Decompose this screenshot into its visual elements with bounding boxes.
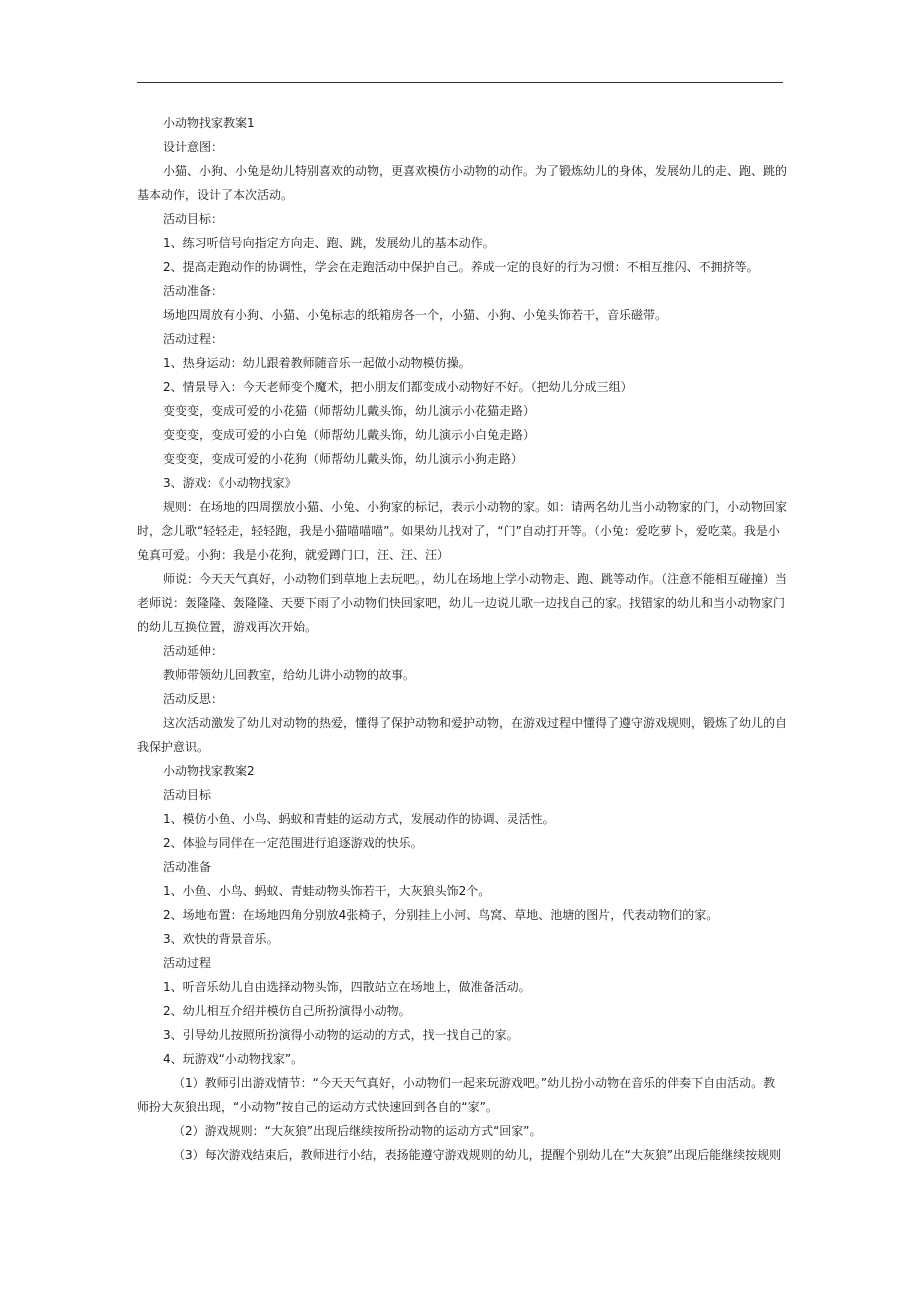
header-rule	[137, 82, 783, 83]
section-heading: 活动准备：	[163, 284, 224, 298]
list-item: 3、引导幼儿按照所扮演得小动物的运动的方式，找一找自己的家。	[163, 1028, 519, 1042]
paragraph: 变变变，变成可爱的小白兔（师帮幼儿戴头饰，幼儿演示小白兔走路）	[163, 428, 536, 442]
list-item: 1、小鱼、小鸟、蚂蚁、青蛙动物头饰若干，大灰狼头饰2个。	[163, 884, 491, 898]
paragraph: 小猫、小狗、小兔是幼儿特别喜欢的动物，更喜欢模仿小动物的动作。为了锻炼幼儿的身体，发展幼儿的走、跑、跳的基本动作，设计了本次活动。	[137, 164, 788, 202]
doc-title-2: 小动物找家教案2	[163, 764, 255, 778]
list-item: 1、热身运动：幼儿跟着教师随音乐一起做小动物模仿操。	[163, 356, 471, 370]
list-item: 4、玩游戏“小动物找家”。	[163, 1052, 304, 1066]
document-body	[137, 111, 787, 1167]
list-item: 2、提高走跑动作的协调性，学会在走跑活动中保护自己。养成一定的良好的行为习惯：不相互推闪、不拥挤等。	[163, 260, 759, 274]
list-item: 2、场地布置：在场地四角分别放4张椅子，分别挂上小河、鸟窝、草地、池塘的图片，代表动物们的家。	[163, 908, 719, 922]
section-heading: 活动延伸：	[163, 644, 224, 658]
section-heading: 设计意图：	[163, 140, 224, 154]
list-item: 1、练习听信号向指定方向走、跑、跳，发展幼儿的基本动作。	[163, 236, 495, 250]
paragraph: 师说：今天天气真好，小动物们到草地上去玩吧。，幼儿在场地上学小动物走、跑、跳等动作。（注意不能相互碰撞）当老师说：轰隆隆、轰隆隆、天要下雨了小动物们快回家吧，幼儿一边说儿歌一边找自己的家。找错家的幼儿和当小动物家门的幼儿互换位置，游戏再次开始。	[137, 572, 788, 634]
paragraph: 变变变，变成可爱的小花狗（师帮幼儿戴头饰，幼儿演示小狗走路）	[163, 452, 524, 466]
section-heading: 活动过程	[163, 956, 212, 970]
paragraph: 规则：在场地的四周摆放小猫、小兔、小狗家的标记，表示小动物的家。如：请两名幼儿当小动物家的门，小动物回家时，念儿歌“轻轻走，轻轻跑，我是小猫喵喵喵”。如果幼儿找对了，“门”自动打开等。（小兔：爱吃萝卜，爱吃菜。我是小兔真可爱。小狗：我是小花狗，就爱蹲门口，汪、汪、汪）	[137, 500, 788, 562]
list-item: 2、情景导入：今天老师变个魔术，把小朋友们都变成小动物好不好。（把幼儿分成三组）	[163, 380, 633, 394]
section-heading: 活动目标	[163, 788, 212, 802]
list-item: 3、欢快的背景音乐。	[163, 932, 279, 946]
list-item: 1、模仿小鱼、小鸟、蚂蚁和青蛙的运动方式，发展动作的协调、灵活性。	[163, 812, 555, 826]
paragraph: 变变变，变成可爱的小花猫（师帮幼儿戴头饰，幼儿演示小花猫走路）	[163, 404, 536, 418]
paragraph: 教师带领幼儿回教室，给幼儿讲小动物的故事。	[163, 668, 416, 682]
sub-list-item: （1）教师引出游戏情节：“今天天气真好，小动物们一起来玩游戏吧。”幼儿扮小动物在音乐的伴奏下自由活动。教师扮大灰狼出现，“小动物”按自己的运动方式快速回到各自的“家”。	[137, 1076, 776, 1114]
section-heading: 活动目标：	[163, 212, 224, 226]
sub-list-item: （2）游戏规则：“大灰狼”出现后继续按所扮动物的运动方式“回家”。	[173, 1124, 542, 1138]
paragraph: 这次活动激发了幼儿对动物的热爱，懂得了保护动物和爱护动物，在游戏过程中懂得了遵守游戏规则，锻炼了幼儿的自我保护意识。	[137, 716, 788, 754]
doc-title-1: 小动物找家教案1	[163, 116, 255, 130]
sub-list-item: （3）每次游戏结束后，教师进行小结，表扬能遵守游戏规则的幼儿，提醒个别幼儿在“大灰狼”出现后能继续按规则	[173, 1148, 782, 1162]
list-item: 1、听音乐幼儿自由选择动物头饰，四散站立在场地上，做准备活动。	[163, 980, 531, 994]
list-item: 2、体验与同伴在一定范围进行追逐游戏的快乐。	[163, 836, 423, 850]
section-heading: 活动反思：	[163, 692, 224, 706]
paragraph: 场地四周放有小狗、小猫、小兔标志的纸箱房各一个，小猫、小狗、小兔头饰若干，音乐磁带。	[163, 308, 668, 322]
list-item: 3、游戏：《小动物找家》	[163, 476, 297, 490]
section-heading: 活动准备	[163, 860, 212, 874]
section-heading: 活动过程：	[163, 332, 224, 346]
list-item: 2、幼儿相互介绍并模仿自己所扮演得小动物。	[163, 1004, 411, 1018]
